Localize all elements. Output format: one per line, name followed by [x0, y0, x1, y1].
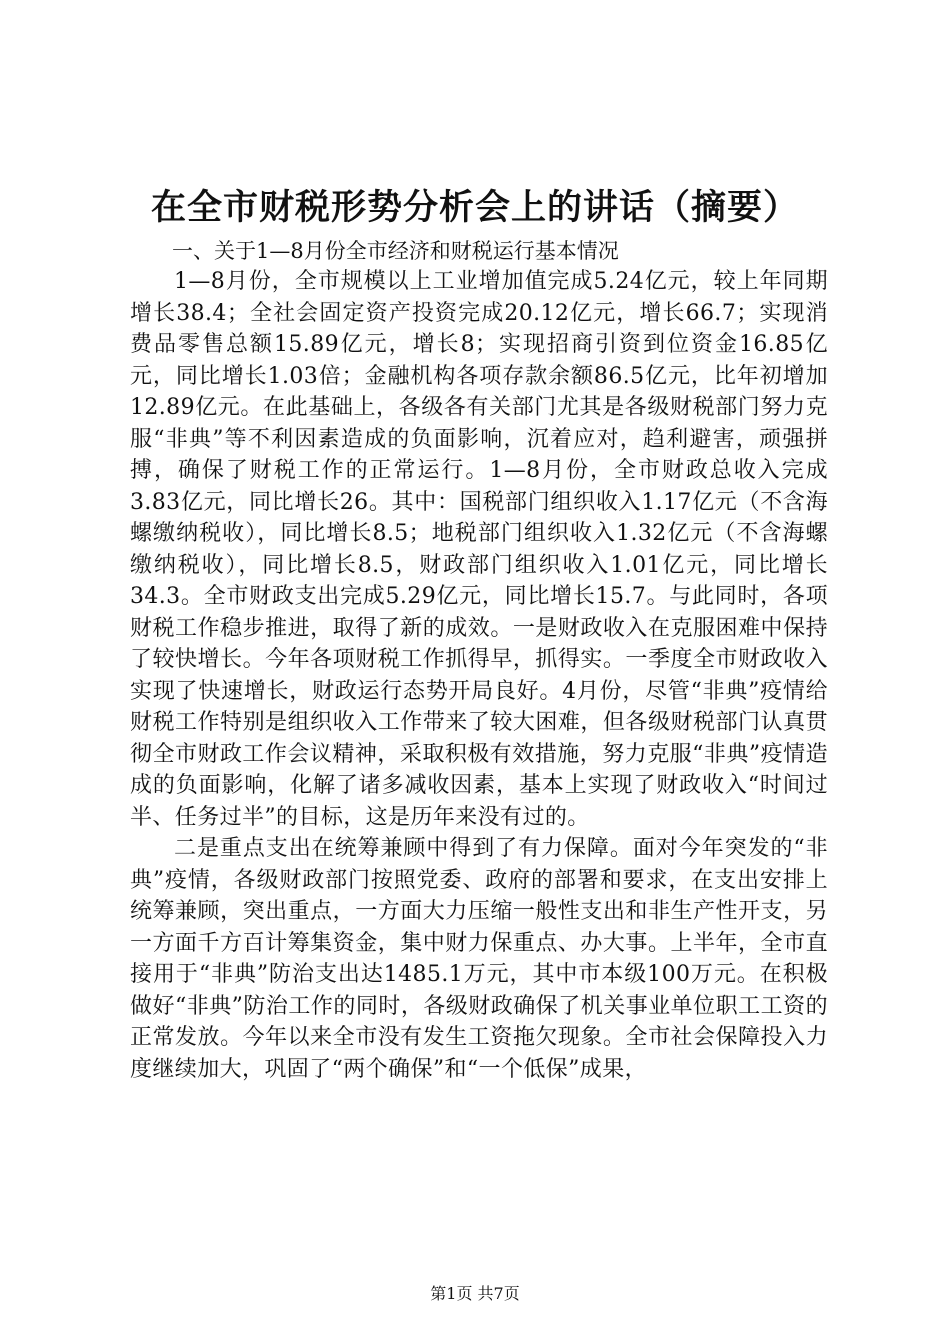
document-body	[130, 266, 828, 1085]
page-footer: 第1页 共7页	[430, 1284, 520, 1303]
document-title: 在全市财税形势分析会上的讲话（摘要）	[150, 187, 799, 228]
paragraph-1: 1—8月份，全市规模以上工业增加值完成5.24亿元，较上年同期增长38.4；全社会固定资产投资完成20.12亿元，增长66.7；实现消费品零售总额15.89亿元，增长8；实现招商引资到位资金16.85亿元，同比增长1.03倍；金融机构各项存款余额86.5亿元，比年初增加12.89亿元。在此基础上，各级各有关部门尤其是各级财税部门努力克服“非典”等不利因素造成的负面影响，沉着应对，趋利避害，顽强拼搏，确保了财税工作的正常运行。1—8月份，全市财政总收入完成3.83亿元，同比增长26。其中：国税部门组织收入1.17亿元（不含海螺缴纳税收），同比增长8.5；地税部门组织收入1.32亿元（不含海螺缴纳税收），同比增长8.5，财政部门组织收入1.01亿元，同比增长34.3。全市财政支出完成5.29亿元，同比增长15.7。与此同时，各项财税工作稳步推进，取得了新的成效。一是财政收入在克服困难中保持了较快增长。今年各项财税工作抓得早，抓得实。一季度全市财政收入实现了快速增长，财政运行态势开局良好。4月份，尽管“非典”疫情给财税工作特别是组织收入工作带来了较大困难，但各级财税部门认真贯彻全市财政工作会议精神，采取积极有效措施，努力克服“非典”疫情造成的负面影响，化解了诸多减收因素，基本上实现了财政收入“时间过半、任务过半”的目标，这是历年来没有过的。	[130, 269, 828, 830]
section-heading: 一、关于1—8月份全市经济和财税运行基本情况	[172, 239, 619, 263]
paragraph-2: 二是重点支出在统筹兼顾中得到了有力保障。面对今年突发的“非典”疫情，各级财政部门按照党委、政府的部署和要求，在支出安排上统筹兼顾，突出重点，一方面大力压缩一般性支出和非生产性开支，另一方面千方百计筹集资金，集中财力保重点、办大事。上半年，全市直接用于“非典”防治支出达1485.1万元，其中市本级100万元。在积极做好“非典”防治工作的同时，各级财政确保了机关事业单位职工工资的正常发放。今年以来全市没有发生工资拖欠现象。全市社会保障投入力度继续加大，巩固了“两个确保”和“一个低保”成果，	[130, 836, 828, 1082]
